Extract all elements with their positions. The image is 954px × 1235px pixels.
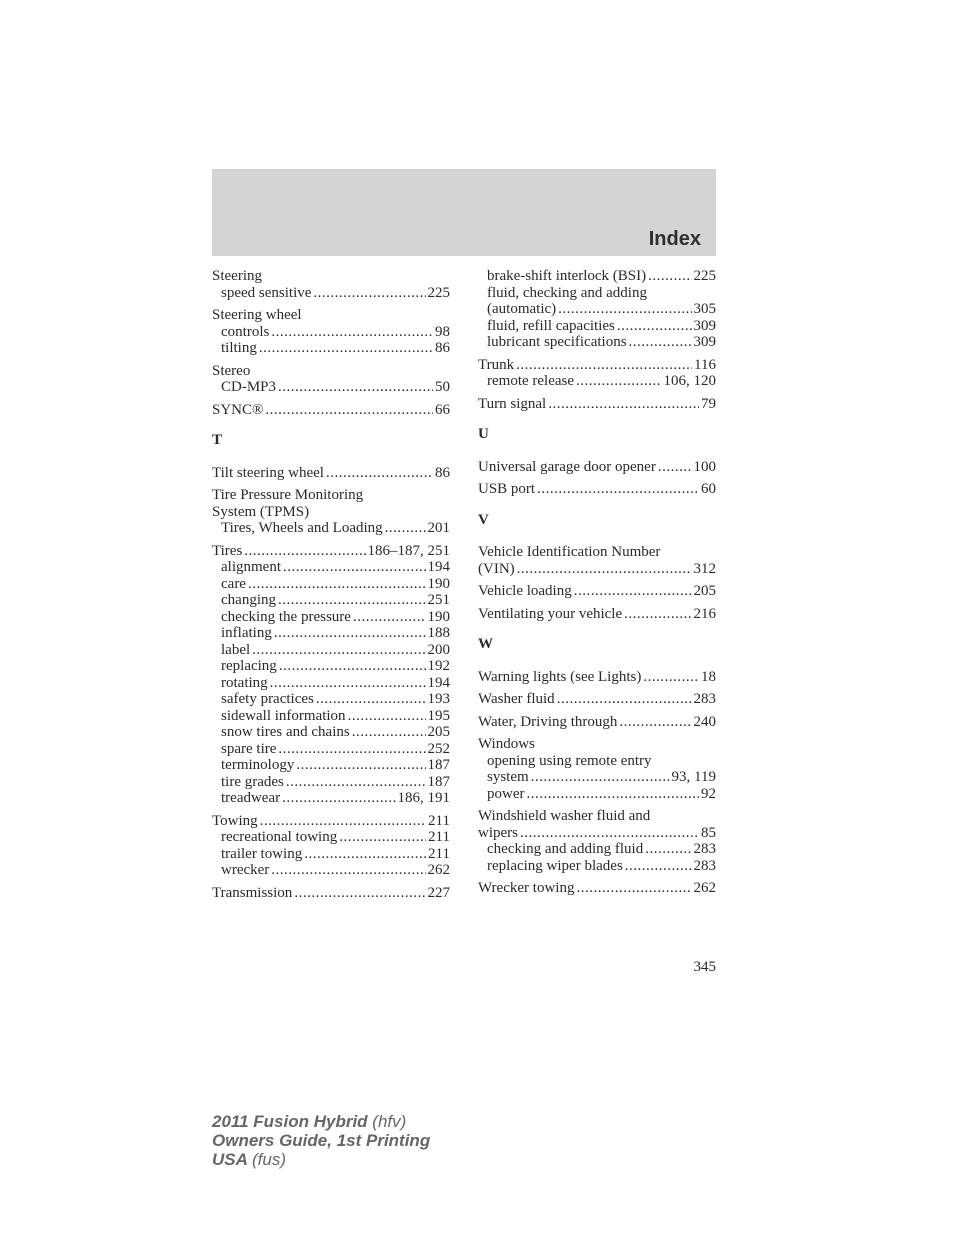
- entry-page-ref: 211: [428, 845, 450, 862]
- entry-term: alignment: [221, 559, 281, 575]
- entry-term: Tires: [212, 542, 243, 559]
- index-subentry: [478, 841, 716, 858]
- dot-leader: [278, 741, 425, 758]
- footer-market: USA: [212, 1150, 248, 1169]
- entry-term: (VIN): [478, 560, 515, 577]
- entry-term: lubricant specifications: [487, 334, 627, 350]
- entry-term: Stereo: [212, 362, 251, 379]
- index-subentry: [212, 285, 450, 302]
- dot-leader: [304, 846, 426, 863]
- entry-term: Tilt steering wheel: [212, 464, 324, 481]
- index-entry: [212, 487, 450, 504]
- dot-leader: [294, 885, 425, 902]
- entry-page-ref: 283: [693, 691, 716, 707]
- entry-term: Steering: [212, 268, 262, 284]
- index-entry: [212, 465, 450, 482]
- entry-term: USB port: [478, 481, 536, 497]
- index-subentry: [478, 786, 716, 803]
- entry-page-ref: 60: [701, 481, 716, 497]
- entry-term: checking the pressure: [221, 608, 351, 625]
- entry-term: remote release: [487, 373, 575, 389]
- entry-term: rotating: [221, 674, 268, 691]
- index-subentry: [212, 724, 450, 741]
- entry-term: trailer towing: [221, 845, 303, 862]
- dot-leader: [531, 769, 670, 786]
- dot-leader: [313, 285, 425, 302]
- dot-leader: [271, 862, 425, 879]
- dot-leader: [326, 465, 433, 482]
- dot-leader: [385, 520, 426, 537]
- page-title: Index: [648, 228, 701, 250]
- dot-leader: [625, 858, 692, 875]
- entry-page-ref: 98: [435, 323, 450, 340]
- index-subentry: [212, 658, 450, 675]
- entry-term: controls: [221, 323, 270, 340]
- index-entry: [478, 396, 716, 413]
- footer-model-code: (hfv): [372, 1112, 407, 1131]
- index-subentry: [212, 559, 450, 576]
- index-column-right: [478, 268, 716, 897]
- dot-leader: [296, 757, 425, 774]
- entry-page-ref: 85: [701, 824, 716, 841]
- entry-term: Turn signal: [478, 395, 547, 412]
- entry-term: Vehicle Identification Number: [478, 544, 661, 560]
- index-subentry: [212, 829, 450, 846]
- index-subentry: [212, 576, 450, 593]
- entry-page-ref: 18: [701, 668, 716, 685]
- index-column-left: [212, 268, 450, 901]
- entry-page-ref: 262: [693, 880, 716, 896]
- dot-leader: [348, 708, 426, 725]
- section-letter-t: T: [212, 432, 223, 448]
- index-subentry: [212, 340, 450, 357]
- dot-leader: [548, 396, 699, 413]
- footer-line-2: Owners Guide, 1st Printing: [212, 1131, 431, 1150]
- index-subentry: [478, 334, 716, 351]
- index-subentry: [478, 753, 716, 770]
- entry-term: CD-MP3: [221, 379, 277, 395]
- entry-term: Windshield washer fluid and: [478, 808, 651, 824]
- index-entry: [212, 813, 450, 830]
- entry-page-ref: 283: [693, 857, 716, 874]
- entry-term: safety practices: [221, 691, 314, 707]
- index-subentry: [212, 592, 450, 609]
- entry-page-ref: 240: [693, 713, 716, 730]
- index-subentry: [212, 846, 450, 863]
- dot-leader: [645, 841, 691, 858]
- entry-page-ref: 186–187, 251: [367, 542, 450, 559]
- entry-page-ref: 86: [435, 340, 450, 356]
- dot-leader: [283, 559, 426, 576]
- entry-page-ref: 194: [427, 559, 450, 575]
- dot-leader: [617, 318, 692, 335]
- entry-term: fluid, refill capacities: [487, 317, 615, 334]
- dot-leader: [517, 561, 692, 578]
- entry-page-ref: 312: [693, 560, 716, 577]
- entry-page-ref: 93, 119: [671, 769, 716, 785]
- index-subentry: [212, 774, 450, 791]
- dot-leader: [516, 357, 692, 374]
- entry-page-ref: 50: [435, 379, 450, 395]
- entry-page-ref: 79: [701, 395, 716, 412]
- section-letter-v: V: [478, 511, 489, 528]
- dot-leader: [353, 609, 426, 626]
- entry-page-ref: 225: [693, 268, 716, 284]
- index-subentry: [212, 741, 450, 758]
- entry-term: sidewall information: [221, 707, 346, 724]
- entry-page-ref: 227: [427, 884, 450, 901]
- entry-page-ref: 195: [427, 707, 450, 724]
- footer: [212, 1112, 430, 1169]
- entry-page-ref: 309: [693, 334, 716, 350]
- entry-page-ref: 216: [693, 605, 716, 622]
- index-entry: [212, 885, 450, 902]
- index-subentry: [212, 691, 450, 708]
- index-subentry: [478, 769, 716, 786]
- entry-page-ref: 192: [427, 658, 450, 674]
- dot-leader: [260, 813, 426, 830]
- entry-group: [212, 465, 450, 902]
- entry-page-ref: 309: [693, 317, 716, 334]
- dot-leader: [270, 675, 426, 692]
- index-entry: [212, 402, 450, 419]
- page-number: 345: [693, 959, 716, 975]
- entry-group: [478, 544, 716, 622]
- index-subentry: [478, 318, 716, 335]
- dot-leader: [244, 543, 365, 560]
- entry-term: Trunk: [478, 356, 515, 373]
- index-entry: [478, 736, 716, 753]
- index-entry: [478, 808, 716, 825]
- entry-group: [478, 669, 716, 897]
- index-entry: [478, 691, 716, 708]
- entry-term: opening using remote entry: [487, 752, 652, 769]
- entry-page-ref: 225: [427, 284, 450, 301]
- dot-leader: [619, 714, 691, 731]
- entry-term: Warning lights (see Lights): [478, 668, 642, 685]
- entry-term: checking and adding fluid: [487, 841, 644, 857]
- index-entry: [478, 357, 716, 374]
- dot-leader: [316, 691, 426, 708]
- section-letter-w: W: [478, 636, 493, 652]
- entry-page-ref: 205: [427, 724, 450, 740]
- index-entry: [212, 268, 450, 285]
- index-subentry: [478, 373, 716, 390]
- entry-group: [478, 268, 716, 412]
- dot-leader: [527, 786, 700, 803]
- dot-leader: [286, 774, 426, 791]
- index-subentry: [212, 642, 450, 659]
- entry-term: (automatic): [487, 301, 557, 317]
- entry-page-ref: 116: [694, 356, 716, 373]
- index-entry: [478, 880, 716, 897]
- entry-term: wipers: [478, 824, 518, 841]
- entry-page-ref: 251: [427, 592, 450, 608]
- entry-page-ref: 262: [427, 862, 450, 878]
- entry-term: Towing: [212, 812, 258, 829]
- index-entry: [478, 544, 716, 561]
- footer-line-1: [212, 1112, 430, 1131]
- index-subentry: [212, 379, 450, 396]
- index-entry: [212, 543, 450, 560]
- entry-term: Tire Pressure Monitoring: [212, 487, 364, 503]
- dot-leader: [265, 402, 433, 419]
- index-subentry: [212, 790, 450, 807]
- dot-leader: [252, 642, 425, 659]
- entry-term: inflating: [221, 625, 272, 641]
- dot-leader: [278, 592, 426, 609]
- footer-market-code: (fus): [252, 1150, 286, 1169]
- dot-leader: [576, 373, 661, 390]
- entry-term: Wrecker towing: [478, 880, 575, 896]
- entry-page-ref: 106, 120: [663, 373, 716, 389]
- entry-page-ref: 190: [427, 575, 450, 592]
- dot-leader: [248, 576, 426, 593]
- dot-leader: [558, 301, 691, 318]
- entry-term: brake-shift interlock (BSI): [487, 268, 647, 284]
- entry-page-ref: 200: [427, 641, 450, 658]
- entry-page-ref: 283: [693, 841, 716, 857]
- entry-page-ref: 188: [427, 625, 450, 641]
- index-subentry: [212, 609, 450, 626]
- index-entry: [478, 825, 716, 842]
- entry-term: system: [487, 769, 529, 785]
- index-subentry: [212, 324, 450, 341]
- index-subentry: [212, 520, 450, 537]
- entry-term: recreational towing: [221, 829, 338, 845]
- index-subentry: [212, 675, 450, 692]
- entry-term: Steering wheel: [212, 307, 302, 323]
- dot-leader: [339, 829, 426, 846]
- entry-term: Washer fluid: [478, 691, 555, 707]
- index-entry: [478, 481, 716, 498]
- entry-term: power: [487, 785, 525, 802]
- index-subentry: [212, 862, 450, 879]
- entry-term: Water, Driving through: [478, 713, 618, 730]
- index-entry: [478, 669, 716, 686]
- entry-term: tilting: [221, 340, 257, 356]
- entry-term: Ventilating your vehicle: [478, 605, 623, 622]
- index-subentry: [212, 757, 450, 774]
- entry-term: Transmission: [212, 884, 293, 901]
- entry-term: System (TPMS): [212, 503, 310, 520]
- entry-page-ref: 211: [428, 829, 450, 845]
- footer-model: 2011 Fusion Hybrid: [212, 1112, 368, 1131]
- index-subentry: [212, 625, 450, 642]
- entry-page-ref: 205: [693, 583, 716, 599]
- dot-leader: [271, 324, 433, 341]
- entry-page-ref: 86: [435, 464, 450, 481]
- entry-term: treadwear: [221, 790, 281, 806]
- entry-page-ref: 186, 191: [397, 790, 450, 806]
- entry-term: Windows: [478, 736, 535, 752]
- index-subentry: [478, 268, 716, 285]
- entry-term: spare tire: [221, 740, 277, 757]
- entry-page-ref: 193: [427, 691, 450, 707]
- index-entry: [212, 363, 450, 380]
- index-entry: [478, 606, 716, 623]
- entry-term: label: [221, 641, 251, 658]
- index-entry: [212, 504, 450, 521]
- entry-page-ref: 305: [693, 301, 716, 317]
- entry-term: Tires, Wheels and Loading: [221, 520, 383, 536]
- entry-page-ref: 190: [427, 608, 450, 625]
- entry-page-ref: 201: [427, 520, 450, 536]
- entry-page-ref: 66: [435, 401, 450, 418]
- entry-page-ref: 100: [693, 458, 716, 475]
- dot-leader: [624, 606, 691, 623]
- section-letter-u: U: [478, 426, 489, 442]
- dot-leader: [259, 340, 433, 357]
- dot-leader: [658, 459, 692, 476]
- index-entry: [212, 307, 450, 324]
- entry-page-ref: 194: [427, 674, 450, 691]
- dot-leader: [537, 481, 699, 498]
- entry-term: replacing: [221, 658, 277, 674]
- dot-leader: [557, 691, 692, 708]
- entry-page-ref: 187: [427, 757, 450, 773]
- entry-term: SYNC®: [212, 401, 264, 418]
- entry-page-ref: 187: [427, 773, 450, 790]
- entry-term: replacing wiper blades: [487, 857, 623, 874]
- entry-page-ref: 211: [428, 812, 450, 829]
- index-subentry: [478, 285, 716, 302]
- entry-term: fluid, checking and adding: [487, 284, 647, 301]
- index-entry: [478, 583, 716, 600]
- index-entry: [478, 561, 716, 578]
- entry-group: [212, 268, 450, 418]
- dot-leader: [278, 379, 433, 396]
- entry-page-ref: 92: [701, 785, 716, 802]
- dot-leader: [352, 724, 426, 741]
- dot-leader: [574, 583, 692, 600]
- dot-leader: [274, 625, 426, 642]
- entry-term: tire grades: [221, 773, 284, 790]
- entry-term: Universal garage door opener: [478, 458, 656, 475]
- index-subentry: [478, 301, 716, 318]
- index-subentry: [478, 858, 716, 875]
- dot-leader: [282, 790, 395, 807]
- dot-leader: [648, 268, 691, 285]
- footer-line-3: [212, 1150, 430, 1169]
- entry-term: speed sensitive: [221, 284, 312, 301]
- index-subentry: [212, 708, 450, 725]
- entry-term: wrecker: [221, 862, 270, 878]
- entry-term: Vehicle loading: [478, 583, 572, 599]
- dot-leader: [643, 669, 699, 686]
- dot-leader: [576, 880, 691, 897]
- entry-group: [478, 459, 716, 498]
- entry-term: care: [221, 575, 246, 592]
- entry-term: changing: [221, 592, 276, 608]
- entry-page-ref: 252: [427, 740, 450, 757]
- entry-term: terminology: [221, 757, 295, 773]
- index-entry: [478, 459, 716, 476]
- dot-leader: [629, 334, 692, 351]
- dot-leader: [279, 658, 426, 675]
- header-band: [212, 169, 716, 256]
- dot-leader: [520, 825, 699, 842]
- entry-term: snow tires and chains: [221, 724, 350, 740]
- index-entry: [478, 714, 716, 731]
